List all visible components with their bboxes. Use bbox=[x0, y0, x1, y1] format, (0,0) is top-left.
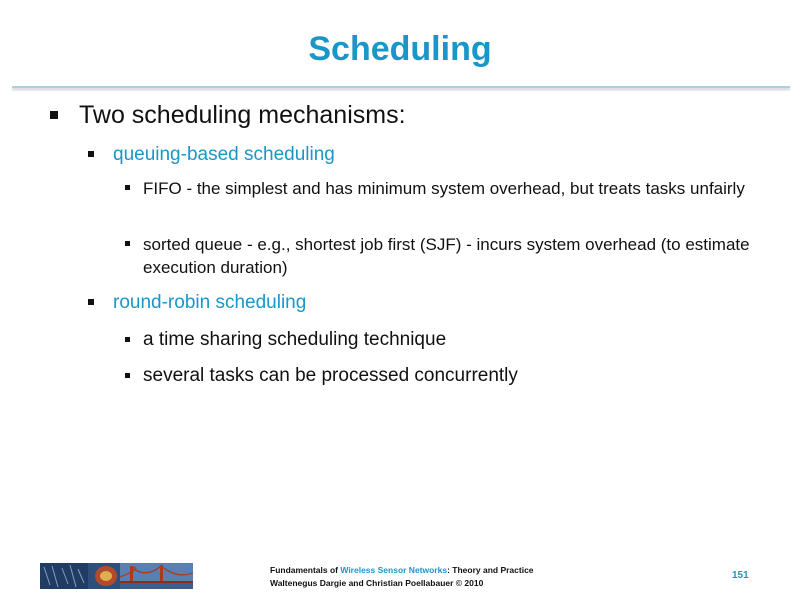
title-divider bbox=[12, 86, 790, 88]
footer-book-highlight: Wireless Sensor Networks bbox=[340, 565, 448, 575]
footer-book-prefix: Fundamentals of bbox=[270, 565, 341, 575]
footer-banner-image bbox=[40, 563, 193, 589]
footer-citation bbox=[270, 564, 534, 590]
bullet-text: sorted queue - e.g., shortest job first (SJF) - incurs system overhead (to estimate execution duration) bbox=[143, 235, 750, 277]
page-number: 151 bbox=[732, 570, 749, 581]
square-bullet-icon bbox=[125, 337, 130, 342]
bullet-text: round-robin scheduling bbox=[113, 292, 307, 313]
bullet-text: FIFO - the simplest and has minimum system overhead, but treats tasks unfairly bbox=[143, 179, 745, 198]
square-bullet-icon bbox=[125, 241, 130, 246]
square-bullet-icon bbox=[125, 185, 130, 190]
bullet-level3-sorted-queue bbox=[125, 233, 755, 279]
bullet-level3-time-sharing bbox=[125, 328, 755, 352]
slide-title: Scheduling bbox=[308, 30, 492, 68]
square-bullet-icon bbox=[88, 299, 94, 305]
bridge-collage-icon bbox=[40, 563, 193, 589]
bullet-level3-fifo bbox=[125, 177, 755, 200]
bullet-text: queuing-based scheduling bbox=[113, 144, 335, 165]
footer-authors: Waltenegus Dargie and Christian Poellabauer © 2010 bbox=[270, 578, 484, 588]
footer-book-suffix: : Theory and Practice bbox=[447, 565, 534, 575]
bullet-text: a time sharing scheduling technique bbox=[143, 329, 447, 350]
bullet-level2-round-robin bbox=[88, 291, 768, 315]
bullet-level1 bbox=[48, 100, 778, 130]
bullet-level3-concurrent bbox=[125, 364, 755, 388]
bullet-level2-queuing bbox=[88, 143, 768, 167]
bullet-text: Two scheduling mechanisms: bbox=[79, 101, 406, 129]
square-bullet-icon bbox=[125, 373, 130, 378]
square-bullet-icon bbox=[88, 151, 94, 157]
square-bullet-icon bbox=[50, 111, 58, 119]
bullet-text: several tasks can be processed concurrently bbox=[143, 365, 518, 386]
footer-book-title bbox=[270, 564, 534, 577]
